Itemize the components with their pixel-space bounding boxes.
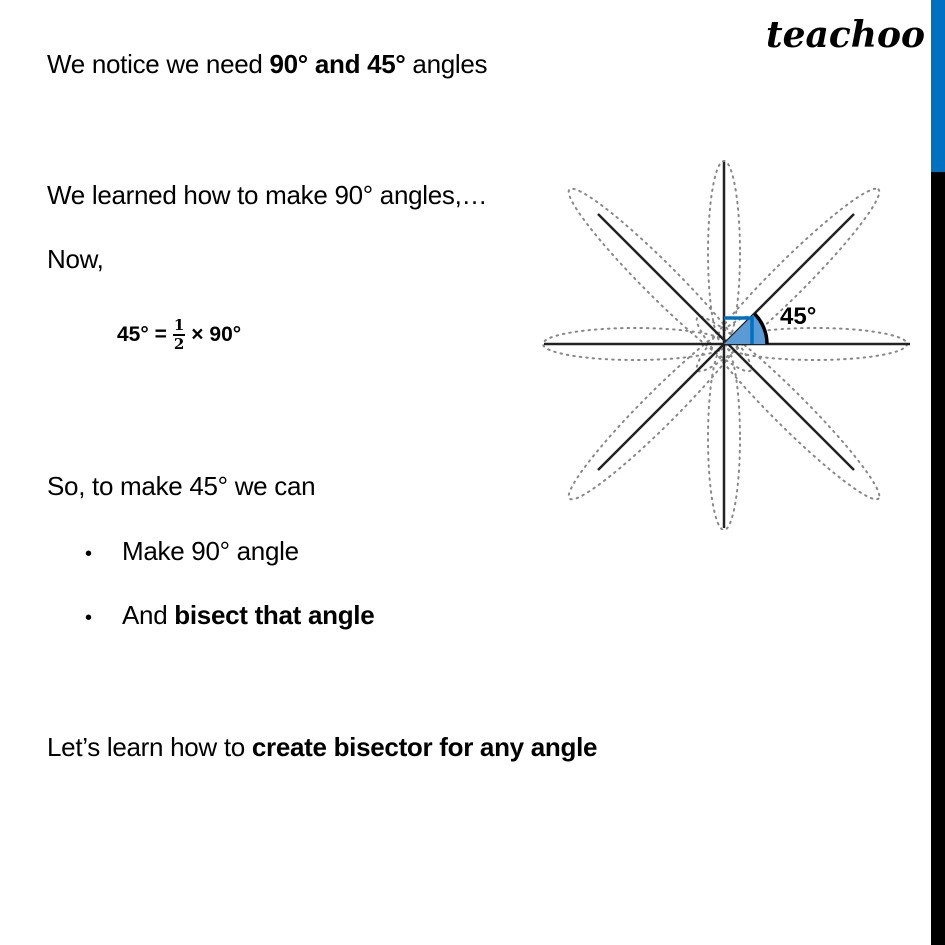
intro-text-end: angles: [405, 49, 488, 79]
bullet-item: [85, 535, 299, 570]
bullet-text: And: [122, 600, 175, 630]
bullet-icon: •: [85, 607, 92, 629]
slide-progress-sidebar: [931, 0, 945, 945]
equation: [117, 318, 241, 352]
angle-label: 45°: [780, 303, 817, 330]
intro-line: [47, 48, 487, 80]
intro-bold-angles: 90° and 45°: [269, 49, 406, 79]
now-line: Now,: [47, 244, 104, 274]
so-line: So, to make 45° we can: [47, 471, 316, 501]
learned-line: We learned how to make 90° angles,…: [47, 180, 488, 210]
bullet-text: Make 90° angle: [122, 536, 299, 566]
conclusion-text: Let’s learn how to: [47, 732, 252, 762]
equation-rhs: × 90°: [191, 323, 242, 346]
fraction-numerator: 1: [173, 316, 185, 334]
conclusion-bold-text: create bisector for any angle: [251, 732, 598, 762]
sidebar-accent: [931, 0, 945, 172]
fraction-denominator: 2: [173, 335, 185, 353]
star-diagram-svg: [540, 158, 915, 530]
conclusion-line: [47, 731, 597, 763]
construction-lines: [544, 162, 910, 528]
intro-text: We notice we need: [47, 49, 270, 79]
equation-lhs: 45° =: [117, 323, 167, 346]
teachoo-logo: teachoo: [766, 14, 925, 56]
angle-marker: [724, 314, 767, 344]
bullet-item: [85, 599, 374, 634]
fraction-half: [173, 318, 185, 352]
angle-star-diagram: [540, 158, 915, 530]
bullet-bold-text: bisect that angle: [174, 600, 375, 630]
bullet-icon: •: [85, 543, 92, 565]
